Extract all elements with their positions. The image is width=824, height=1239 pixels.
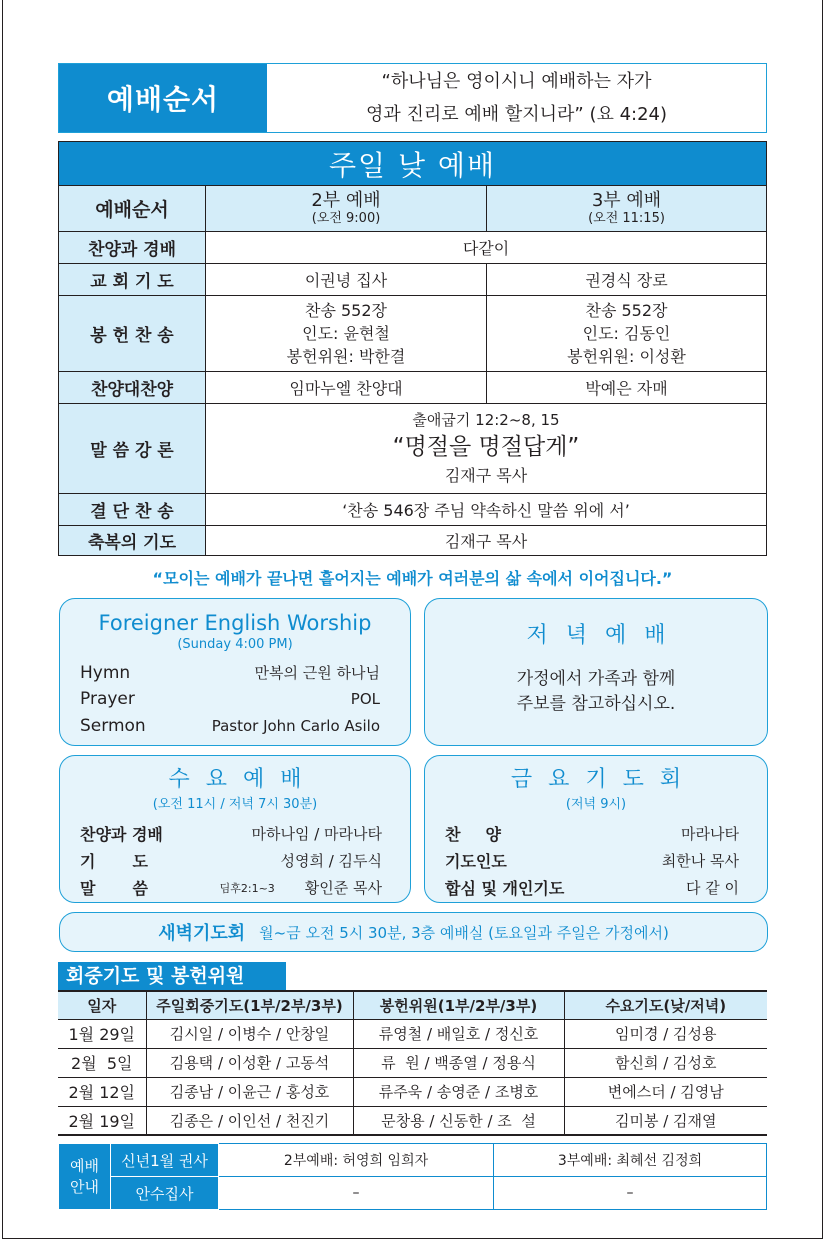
quote-line-2: 영과 진리로 예배 할지니라” (요 4:24): [365, 104, 668, 125]
wednesday-sermon-key-1: 말: [80, 879, 96, 898]
col-label: 예배순서: [59, 186, 206, 232]
prayer-3rd: 권경식 장로: [487, 264, 767, 296]
row-wednesday: 김미봉 / 김재열: [564, 1106, 767, 1135]
wednesday-sermon-key-2: 씀: [132, 879, 148, 898]
evening-line-2: 주보를 참고하십시오.: [516, 694, 676, 714]
wednesday-row-prayer: [80, 847, 382, 874]
row-sunday: 김종남 / 이윤근 / 홍성호: [146, 1077, 353, 1106]
friday-prayer-key: 합심 및 개인기도: [445, 879, 565, 898]
offering-2nd-hymn: 찬송 552장: [305, 301, 387, 320]
guide-row-1-label: 신년1월 권사: [111, 1144, 219, 1177]
sermon-preacher: 김재구 목사: [444, 465, 528, 485]
table-row: [58, 1019, 767, 1048]
service-table: [58, 141, 767, 556]
english-worship-box: [59, 598, 411, 746]
dawn-title: 새벽기도회: [158, 923, 246, 944]
guide-row-2-2nd: –: [219, 1177, 494, 1210]
prayer-2nd: 이권녕 집사: [206, 264, 487, 296]
offering-3rd-committee: 봉헌위원: 이성환: [567, 347, 686, 366]
offering-3rd-leader: 인도: 김동인: [582, 324, 671, 343]
row-date: 1월 29일: [58, 1019, 146, 1048]
offering-2nd-committee: 봉헌위원: 박한결: [286, 347, 406, 366]
offering-3rd: [487, 296, 767, 372]
col-2nd-service: [206, 186, 487, 232]
col-offering: 봉헌위원(1부/2부/3부): [353, 991, 564, 1019]
row-offering: 문창용 / 신동한 / 조 설: [353, 1106, 564, 1135]
choir-3rd: 박예은 자매: [487, 372, 767, 404]
friday-row-prayer: [445, 874, 739, 901]
english-row-key: Hymn: [80, 663, 131, 683]
english-title: Foreigner English Worship: [98, 611, 372, 635]
friday-praise-key: [445, 822, 501, 845]
wednesday-time: (오전 11시 / 저녁 7시 30분): [152, 797, 318, 812]
guide-label: [59, 1144, 111, 1210]
wednesday-sermon-value: 황인준 목사: [304, 879, 382, 897]
evening-title: 저녁예배: [526, 623, 684, 648]
offering-3rd-hymn: 찬송 552장: [585, 301, 668, 320]
friday-prayer-value: 다 같 이: [685, 879, 739, 897]
blessing-value: 김재구 목사: [206, 526, 767, 556]
wednesday-row-sermon: [80, 874, 382, 901]
praise-label: 찬양과 경배: [59, 232, 206, 264]
table-row: [58, 1077, 767, 1106]
english-row-sermon: [80, 716, 380, 743]
wednesday-title: 수요예배: [168, 767, 318, 792]
friday-row-praise: [445, 820, 739, 847]
guide-label-line-1: 예배: [70, 1156, 99, 1175]
wednesday-praise-value: 마하나임 / 마라나타: [251, 825, 382, 843]
english-time: (Sunday 4:00 PM): [177, 637, 293, 652]
row-date: 2월 5일: [58, 1048, 146, 1077]
english-row-prayer: [80, 689, 380, 716]
row-sunday: 김종은 / 이인선 / 천진기: [146, 1106, 353, 1135]
friday-title: 금요기도회: [510, 767, 698, 792]
service-guide-table: [58, 1143, 767, 1210]
quote-line-1: “하나님은 영이시니 예배하는 자가: [381, 71, 652, 92]
sermon-label: 말 씀 강 론: [59, 404, 206, 494]
friday-time: (저녁 9시): [565, 797, 627, 812]
col-sunday-prayer: 주일회중기도(1부/2부/3부): [146, 991, 353, 1019]
col-2nd-title: 2부 예배: [311, 189, 381, 211]
decision-label: 결 단 찬 송: [59, 494, 206, 526]
blessing-label: 축복의 기도: [59, 526, 206, 556]
guide-row-1-3rd: 3부예배: 최혜선 김정희: [494, 1144, 767, 1177]
english-row-key: Sermon: [80, 716, 146, 736]
table-row: [58, 1048, 767, 1077]
wednesday-worship-box: [59, 755, 411, 903]
guide-row-1-2nd: 2부예배: 허영희 임희자: [219, 1144, 494, 1177]
col-2nd-time: (오전 9:00): [311, 210, 381, 226]
english-row-value: POL: [350, 690, 380, 708]
prayer-table: [58, 990, 767, 1136]
wednesday-prayer-key-2: 도: [132, 852, 148, 871]
col-wednesday-prayer: 수요기도(낮/저녁): [564, 991, 767, 1019]
guide-label-line-2: 안내: [70, 1177, 99, 1196]
prayer-label: 교 회 기 도: [59, 264, 206, 296]
col-3rd-title: 3부 예배: [591, 189, 662, 211]
wednesday-praise-key: 찬양과 경배: [80, 825, 163, 844]
wednesday-sermon-key: [80, 876, 148, 899]
friday-praise-key-1: 찬: [445, 825, 461, 844]
wednesday-prayer-key-1: 기: [80, 852, 96, 871]
table-row: [58, 1106, 767, 1135]
col-3rd-service: [487, 186, 767, 232]
evening-line-1: 가정에서 가족과 함께: [516, 669, 676, 689]
row-sunday: 김용택 / 이성환 / 고동석: [146, 1048, 353, 1077]
offering-2nd: [206, 296, 487, 372]
row-offering: 류영철 / 배일호 / 정신호: [353, 1019, 564, 1048]
header-title: 예배순서: [59, 64, 267, 132]
row-date: 2월 12일: [58, 1077, 146, 1106]
prayer-table-header: [58, 991, 767, 1019]
english-row-value: 만복의 근원 하나님: [254, 664, 380, 682]
row-sunday: 김시일 / 이병수 / 안창일: [146, 1019, 353, 1048]
slogan: “모이는 예배가 끝나면 흩어지는 예배가 여러분의 삶 속에서 이어집니다.”: [152, 569, 673, 588]
wednesday-prayer-value: 성영희 / 김두식: [280, 852, 382, 870]
praise-value: 다같이: [206, 232, 767, 264]
dawn-detail: 월~금 오전 5시 30분, 3층 예배실 (토요일과 주일은 가정에서): [259, 923, 669, 942]
dawn-prayer-bar: [59, 912, 768, 952]
wednesday-prayer-key: [80, 849, 148, 872]
row-wednesday: 함신희 / 김성호: [564, 1048, 767, 1077]
header-quote: [267, 64, 766, 132]
col-3rd-time: (오전 11:15): [588, 210, 665, 226]
friday-praise-value: 마라나타: [681, 825, 739, 843]
guide-row-2-3rd: –: [494, 1177, 767, 1210]
col-date: 일자: [58, 991, 146, 1019]
row-date: 2월 19일: [58, 1106, 146, 1135]
friday-leader-key: 기도인도: [445, 852, 507, 871]
service-banner: 주일 낮 예배: [59, 142, 767, 186]
sermon-title: “명절을 명절답게”: [392, 433, 580, 460]
prayer-table-title: 회중기도 및 봉헌위원: [58, 962, 286, 990]
wednesday-sermon-ref: 딤후2:1~3: [219, 881, 275, 895]
wednesday-row-praise: [80, 820, 382, 847]
header: [58, 63, 767, 133]
friday-leader-value: 최한나 목사: [661, 852, 739, 870]
sermon-reference: 출애굽기 12:2~8, 15: [412, 410, 560, 429]
friday-prayer-box: [424, 755, 768, 903]
row-offering: 류주욱 / 송영준 / 조병호: [353, 1077, 564, 1106]
row-offering: 류 원 / 백종열 / 정용식: [353, 1048, 564, 1077]
guide-row-2-label: 안수집사: [111, 1177, 219, 1210]
offering-label: 봉 헌 찬 송: [59, 296, 206, 372]
friday-praise-key-2: 양: [485, 825, 501, 844]
sermon-cell: [206, 404, 767, 494]
row-wednesday: 변에스더 / 김영남: [564, 1077, 767, 1106]
friday-row-leader: [445, 847, 739, 874]
english-row-value: Pastor John Carlo Asilo: [211, 717, 380, 735]
english-row-key: Prayer: [80, 689, 135, 709]
row-wednesday: 임미경 / 김성용: [564, 1019, 767, 1048]
choir-label: 찬양대찬양: [59, 372, 206, 404]
choir-2nd: 임마누엘 찬양대: [206, 372, 487, 404]
offering-2nd-leader: 인도: 윤현철: [302, 324, 390, 343]
english-row-hymn: [80, 662, 380, 689]
decision-value: ‘찬송 546장 주님 약속하신 말씀 위에 서’: [206, 494, 767, 526]
evening-worship-box: [424, 598, 768, 746]
